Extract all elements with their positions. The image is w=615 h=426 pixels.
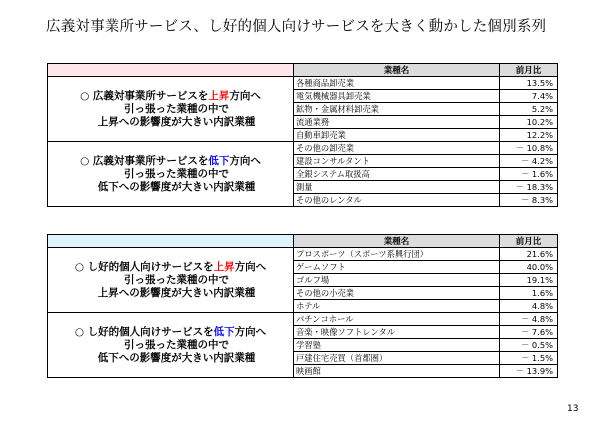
industry-name: 戸建住宅売買（首都圏） [294, 352, 500, 365]
change-value: － 0.5% [500, 339, 558, 352]
industry-name: ゴルフ場 [294, 274, 500, 287]
industry-name: その他の小売業 [294, 287, 500, 300]
change-column-header: 前月比 [500, 64, 558, 77]
change-value: － 1.5% [500, 352, 558, 365]
change-value: － 18.3% [500, 181, 558, 194]
industry-name: その他のレンタル [294, 194, 500, 207]
direction-down: 低下 [208, 154, 230, 167]
industry-name: 各種商品卸売業 [294, 77, 500, 90]
group-label-line3: 上昇への影響度が大きい内訳業種 [97, 115, 256, 128]
group-label-line3: 上昇への影響度が大きい内訳業種 [97, 286, 256, 299]
group-label-line1: ○ 広義対事業所サービスを [80, 89, 209, 102]
change-value: － 10.8% [500, 142, 558, 155]
group-label-line2: 引っ張った業種の中で [124, 102, 229, 115]
industry-name: 映画館 [294, 365, 500, 378]
industry-name: パチンコホール [294, 313, 500, 326]
group-label-line1: ○ 広義対事業所サービスを [80, 154, 209, 167]
industry-name: 建設コンサルタント [294, 155, 500, 168]
change-value: 10.2% [500, 116, 558, 129]
group-label-line2: 引っ張った業種の中で [124, 338, 229, 351]
group-label-line3: 低下への影響度が大きい内訳業種 [97, 180, 256, 193]
change-value: 13.5% [500, 77, 558, 90]
change-value: － 13.9% [500, 365, 558, 378]
direction-up: 上昇 [213, 260, 235, 273]
page-title: 広義対事業所サービス、し好的個人向けサービスを大きく動かした個別系列 [46, 19, 547, 35]
industry-name: 電気機械器具卸売業 [294, 90, 500, 103]
group-label-line2: 引っ張った業種の中で [124, 167, 229, 180]
group-label-line1-suffix: 方向へ [234, 260, 267, 273]
direction-down: 低下 [213, 325, 235, 338]
group-label-down [48, 142, 294, 207]
industry-name: 流通業務 [294, 116, 500, 129]
group-label-up [48, 77, 294, 142]
group-label-up [48, 248, 294, 313]
change-value: 12.2% [500, 129, 558, 142]
group-label-line1-suffix: 方向へ [229, 89, 261, 102]
industry-name: 音楽・映像ソフトレンタル [294, 326, 500, 339]
change-value: 21.6% [500, 248, 558, 261]
change-value: － 4.8% [500, 313, 558, 326]
change-value: 1.6% [500, 287, 558, 300]
change-value: 19.1% [500, 274, 558, 287]
industry-name: 測量 [294, 181, 500, 194]
group-label-line1: ○ し好的個人向けサービスを [74, 260, 214, 273]
group-label-line2: 引っ張った業種の中で [124, 273, 229, 286]
industry-name: 全銀システム取扱高 [294, 168, 500, 181]
change-value: 40.0% [500, 261, 558, 274]
group-label-line1: ○ し好的個人向けサービスを [74, 325, 214, 338]
industry-column-header: 業種名 [294, 64, 500, 77]
change-value: 5.2% [500, 103, 558, 116]
industry-name: プロスポーツ（スポーツ系興行団） [294, 248, 500, 261]
change-column-header: 前月比 [500, 235, 558, 248]
change-value: － 4.2% [500, 155, 558, 168]
change-value: － 7.6% [500, 326, 558, 339]
business-services-table [47, 63, 558, 207]
industry-name: その他の卸売業 [294, 142, 500, 155]
page-number: 13 [567, 404, 579, 414]
industry-name: 学習塾 [294, 339, 500, 352]
group-label-line1-suffix: 方向へ [234, 325, 267, 338]
industry-name: ゲームソフト [294, 261, 500, 274]
group-label-line3: 低下への影響度が大きい内訳業種 [97, 351, 256, 364]
table-header-blank [48, 64, 294, 77]
table-header-blank [48, 235, 294, 248]
group-label-line1-suffix: 方向へ [229, 154, 261, 167]
industry-name: 鉱物・金属材料卸売業 [294, 103, 500, 116]
industry-name: 自動車卸売業 [294, 129, 500, 142]
change-value: － 8.3% [500, 194, 558, 207]
change-value: － 1.6% [500, 168, 558, 181]
group-label-down [48, 313, 294, 378]
industry-name: ホテル [294, 300, 500, 313]
change-value: 4.8% [500, 300, 558, 313]
leisure-services-table [47, 234, 558, 378]
industry-column-header: 業種名 [294, 235, 500, 248]
change-value: 7.4% [500, 90, 558, 103]
direction-up: 上昇 [208, 89, 230, 102]
